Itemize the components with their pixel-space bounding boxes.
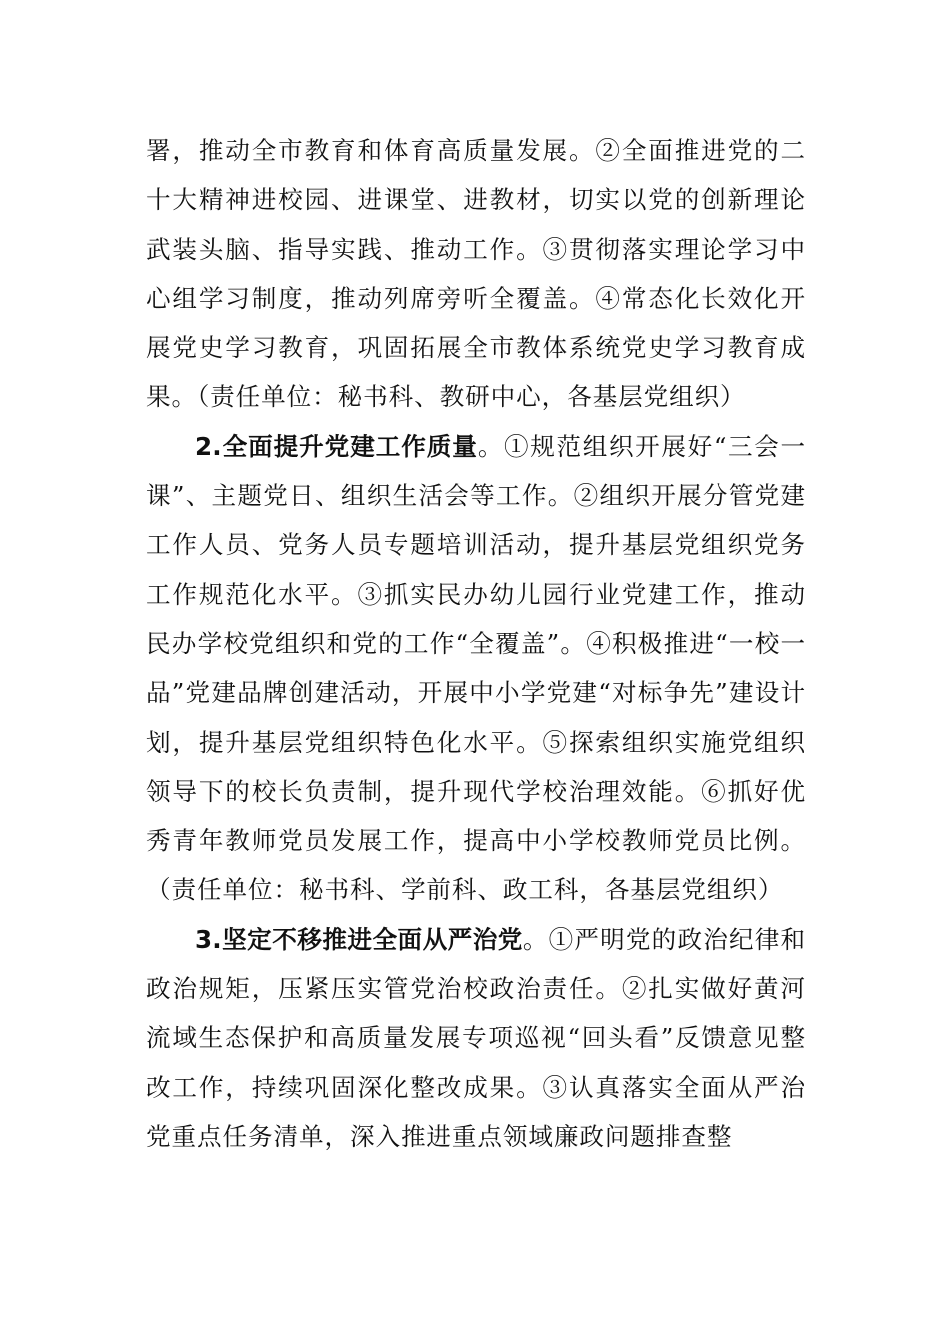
document-body [146,126,806,1161]
paragraph-2 [146,422,806,915]
paragraph-1 [146,126,806,422]
paragraph-3-heading: 3.坚定不移推进全面从严治党 [195,924,523,954]
paragraph-2-heading: 2.全面提升党建工作质量 [195,431,478,461]
paragraph-3 [146,915,806,1161]
paragraph-2-text: 。①规范组织开展好“三会一课”、主题党日、组织生活会等工作。②组织开展分管党建工作人员、党务人员专题培训活动，提升基层党组织党务工作规范化水平。③抓实民办幼儿园行业党建工作，推动民办学校党组织和党的工作“全覆盖”。④积极推进“一校一品”党建品牌创建活动，开展中小学党建“对标争先”建设计划，提升基层党组织特色化水平。⑤探索组织实施党组织领导下的校长负责制，提升现代学校治理效能。⑥抓好优秀青年教师党员发展工作，提高中小学校教师党员比例。（责任单位：秘书科、学前科、政工科，各基层党组织） [146,431,806,905]
paragraph-1-text: 署，推动全市教育和体育高质量发展。②全面推进党的二十大精神进校园、进课堂、进教材，切实以党的创新理论武装头脑、指导实践、推动工作。③贯彻落实理论学习中心组学习制度，推动列席旁听全覆盖。④常态化长效化开展党史学习教育，巩固拓展全市教体系统党史学习教育成果。（责任单位：秘书科、教研中心，各基层党组织） [146,136,806,412]
paragraph-3-text: 。①严明党的政治纪律和政治规矩，压紧压实管党治校政治责任。②扎实做好黄河流域生态保护和高质量发展专项巡视“回头看”反馈意见整改工作，持续巩固深化整改成果。③认真落实全面从严治党重点任务清单，深入推进重点领域廉政问题排查整 [146,924,806,1151]
